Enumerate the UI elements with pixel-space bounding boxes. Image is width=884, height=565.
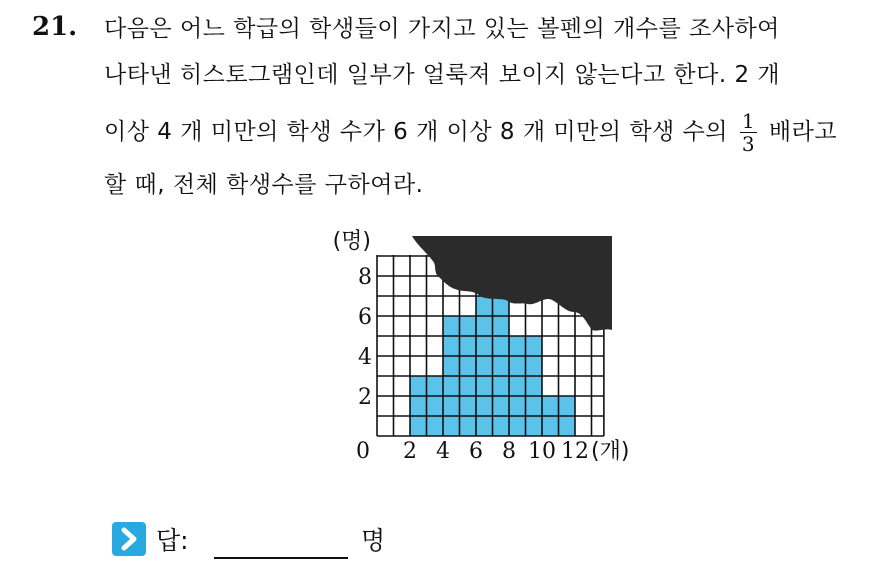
question-line-3-text: 이상 4 개 미만의 학생 수가 6 개 이상 8 개 미만의 학생 수의 [104, 119, 729, 145]
x-tick-label: 0 [356, 439, 370, 464]
y-axis-label: (명) [332, 229, 371, 254]
x-axis-label: (개) [591, 439, 630, 464]
fraction-denominator: 3 [741, 132, 756, 156]
chevron-right-icon [112, 522, 146, 556]
y-tick-label: 8 [358, 265, 372, 290]
answer-row [112, 517, 432, 557]
y-tick-label: 6 [358, 305, 372, 330]
y-tick-label: 2 [358, 385, 372, 410]
answer-unit: 명 [361, 526, 386, 555]
answer-label: 답: [156, 526, 189, 555]
x-tick-label: 8 [502, 439, 516, 464]
y-tick-label: 4 [358, 345, 372, 370]
question-line-3-tail: 배라고 [768, 119, 838, 145]
x-tick-label: 4 [436, 439, 450, 464]
question-line-4: 할 때, 전체 학생수를 구하여라. [104, 172, 424, 198]
x-tick-label: 6 [469, 439, 483, 464]
x-tick-label: 12 [561, 439, 589, 464]
question-number: 21. [32, 12, 78, 42]
answer-blank[interactable] [214, 557, 348, 559]
fraction-numerator: 1 [741, 109, 756, 133]
question-line-2: 나타낸 히스토그램인데 일부가 얼룩져 보이지 않는다고 한다. 2 개 [104, 62, 781, 88]
x-tick-label: 2 [403, 439, 417, 464]
question-line-1: 다음은 어느 학급의 학생들이 가지고 있는 볼펜의 개수를 조사하여 [104, 16, 780, 42]
x-tick-label: 10 [528, 439, 556, 464]
